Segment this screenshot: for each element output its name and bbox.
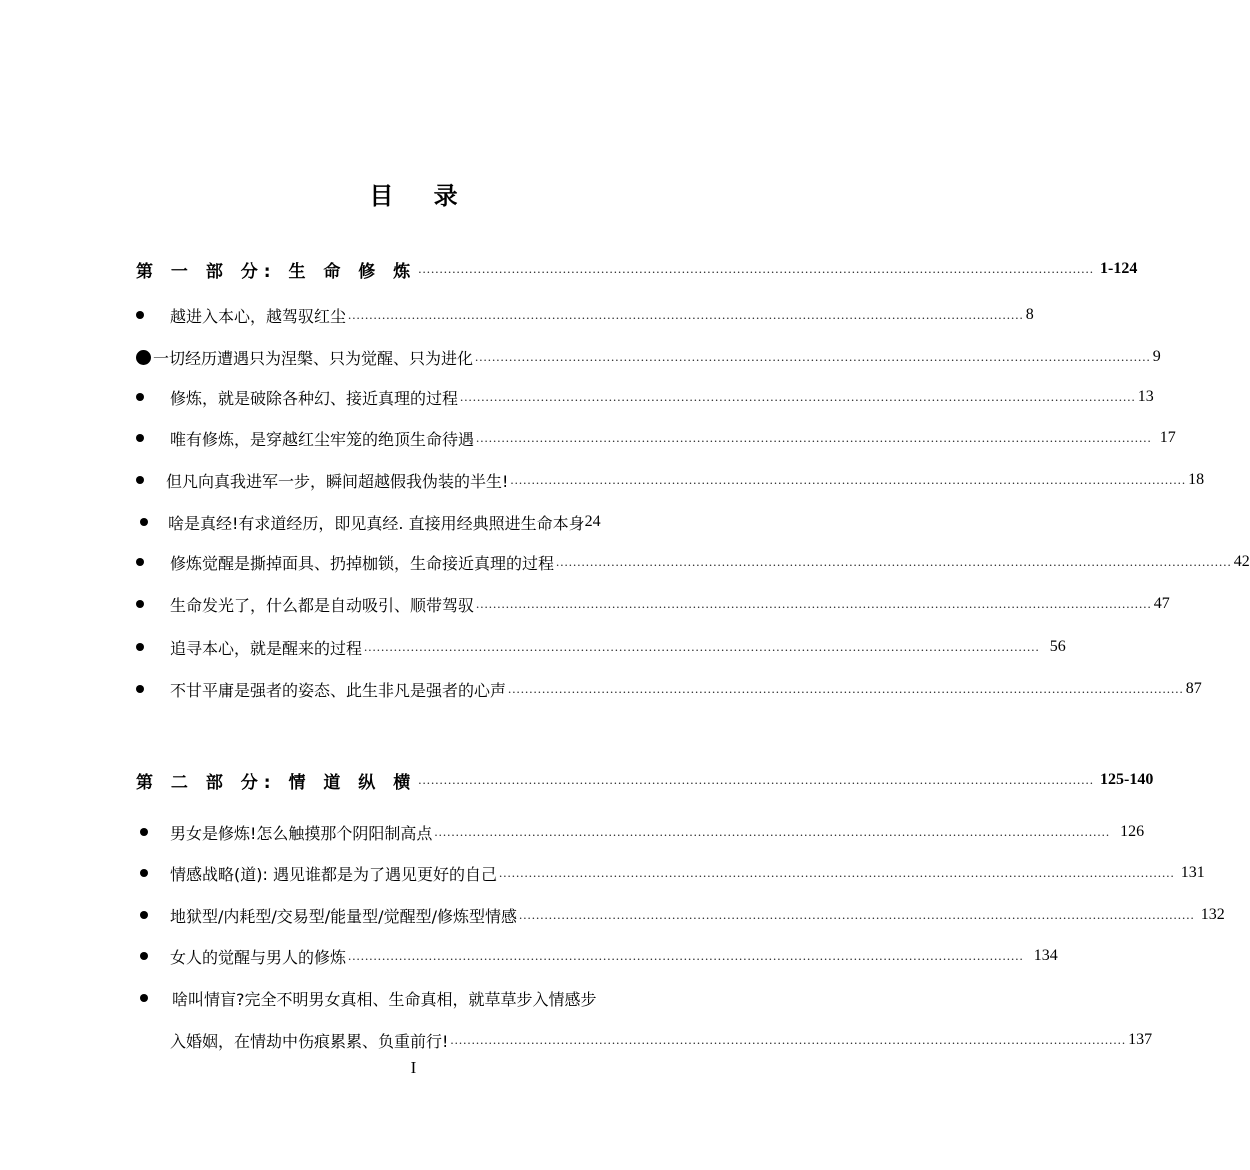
entry-title: 越进入本心，越驾驭红尘	[170, 306, 347, 326]
toc-entry[interactable]	[136, 819, 1145, 845]
section-2-pages: 125-140	[1099, 771, 1154, 788]
entry-page: 24	[584, 513, 601, 530]
bullet-icon	[136, 434, 144, 442]
bullet-icon	[140, 869, 148, 877]
section-2-label: 第 二 部 分: 情 道 纵 横	[136, 772, 417, 793]
toc-title: 目 录	[369, 182, 474, 210]
entry-title: 男女是修炼!怎么触摸那个阴阳制高点	[170, 823, 433, 843]
entry-page: 132	[1200, 906, 1225, 923]
leader-dots: ...............................................................................................................................................................	[418, 772, 1094, 787]
entry-title: 修炼，就是破除各种幻、接近真理的过程	[170, 388, 459, 408]
leader-dots: ...............................................................................................................................................................	[348, 307, 1024, 322]
entry-page: 42	[1233, 553, 1250, 570]
entry-title-continuation: 入婚姻，在情劫中伤痕累累、负重前行!	[170, 1031, 449, 1051]
entry-page: 17	[1159, 429, 1176, 446]
bullet-icon	[136, 393, 144, 401]
toc-entry[interactable]	[136, 591, 1170, 617]
entry-title: 生命发光了，什么都是自动吸引、顺带驾驭	[170, 595, 475, 615]
leader-dots: ...............................................................................................................................................................	[450, 1032, 1127, 1047]
toc-entry[interactable]	[136, 943, 1058, 969]
toc-entry[interactable]	[136, 985, 684, 1011]
toc-entry[interactable]	[136, 634, 1066, 660]
entry-title: 唯有修炼，是穿越红尘牢笼的绝顶生命待遇	[170, 429, 475, 449]
leader-dots: ...............................................................................................................................................................	[434, 824, 1111, 839]
entry-title: 啥是真经!有求道经历，即见真经. 直接用经典照进生命本身	[168, 513, 585, 533]
toc-entry[interactable]	[136, 425, 1176, 451]
leader-dots: ...............................................................................................................................................................	[364, 639, 1040, 654]
toc-entry-continuation[interactable]	[136, 1027, 1153, 1053]
entry-page: 9	[1152, 348, 1161, 365]
entry-page: 131	[1180, 864, 1205, 881]
entry-title: 修炼觉醒是撕掉面具、扔掉枷锁，生命接近真理的过程	[170, 553, 555, 573]
toc-entry[interactable]	[136, 860, 1205, 886]
leader-dots: ...............................................................................................................................................................	[475, 349, 1151, 364]
toc-entry[interactable]	[136, 549, 1250, 575]
toc-entry[interactable]	[136, 509, 684, 535]
bullet-icon	[136, 476, 144, 484]
toc-entry[interactable]	[136, 467, 1205, 493]
entry-page: 13	[1137, 388, 1154, 405]
bullet-icon	[136, 600, 144, 608]
page-number: I	[410, 1058, 417, 1077]
entry-page: 134	[1033, 947, 1058, 964]
section-1-label: 第 一 部 分: 生 命 修 炼	[136, 261, 417, 282]
entry-page: 56	[1049, 638, 1066, 655]
entry-page: 8	[1025, 306, 1034, 323]
leader-dots: ...............................................................................................................................................................	[460, 389, 1136, 404]
leader-dots: ...............................................................................................................................................................	[498, 865, 1175, 880]
bullet-icon	[136, 350, 151, 365]
entry-title: 不甘平庸是强者的姿态、此生非凡是强者的心声	[170, 680, 507, 700]
entry-page: 47	[1153, 595, 1170, 612]
entry-page: 87	[1185, 680, 1202, 697]
entry-title: 但凡向真我进军一步，瞬间超越假我伪装的半生!	[166, 471, 509, 491]
bullet-icon	[140, 994, 148, 1002]
leader-dots: ...............................................................................................................................................................	[518, 907, 1195, 922]
leader-dots: ...............................................................................................................................................................	[476, 596, 1152, 611]
section-1-pages: 1-124	[1099, 260, 1138, 277]
toc-entry[interactable]	[136, 344, 1161, 370]
section-2-heading	[136, 767, 1154, 793]
leader-dots: ...............................................................................................................................................................	[508, 681, 1184, 696]
leader-dots: ...............................................................................................................................................................	[556, 554, 1232, 569]
leader-dots: ...............................................................................................................................................................	[510, 472, 1187, 487]
leader-dots: ...............................................................................................................................................................	[348, 948, 1024, 963]
bullet-icon	[140, 952, 148, 960]
leader-dots: ...............................................................................................................................................................	[418, 261, 1094, 276]
bullet-icon	[136, 558, 144, 566]
toc-entry[interactable]	[136, 302, 1034, 328]
entry-page: 126	[1120, 823, 1145, 840]
entry-page: 18	[1188, 471, 1205, 488]
toc-entry[interactable]	[136, 676, 1202, 702]
bullet-icon	[136, 685, 144, 693]
entry-title: 啥叫情盲?完全不明男女真相、生命真相，就草草步入情感步	[172, 989, 597, 1009]
entry-title: 追寻本心，就是醒来的过程	[170, 638, 363, 658]
bullet-icon	[136, 311, 144, 319]
toc-entry[interactable]	[136, 384, 1154, 410]
bullet-icon	[140, 911, 148, 919]
entry-title: 一切经历遭遇只为涅槃、只为觉醒、只为进化	[153, 348, 474, 368]
entry-page: 137	[1128, 1031, 1153, 1048]
entry-title: 女人的觉醒与男人的修炼	[170, 947, 347, 967]
toc-entry[interactable]	[136, 902, 1225, 928]
entry-title: 情感战略(道): 遇见谁都是为了遇见更好的自己	[170, 864, 497, 884]
bullet-icon	[140, 828, 148, 836]
section-1-heading	[136, 256, 1138, 282]
entry-title: 地狱型/内耗型/交易型/能量型/觉醒型/修炼型情感	[170, 906, 517, 926]
bullet-icon	[140, 518, 148, 526]
leader-dots: ...............................................................................................................................................................	[476, 430, 1152, 445]
bullet-icon	[136, 643, 144, 651]
